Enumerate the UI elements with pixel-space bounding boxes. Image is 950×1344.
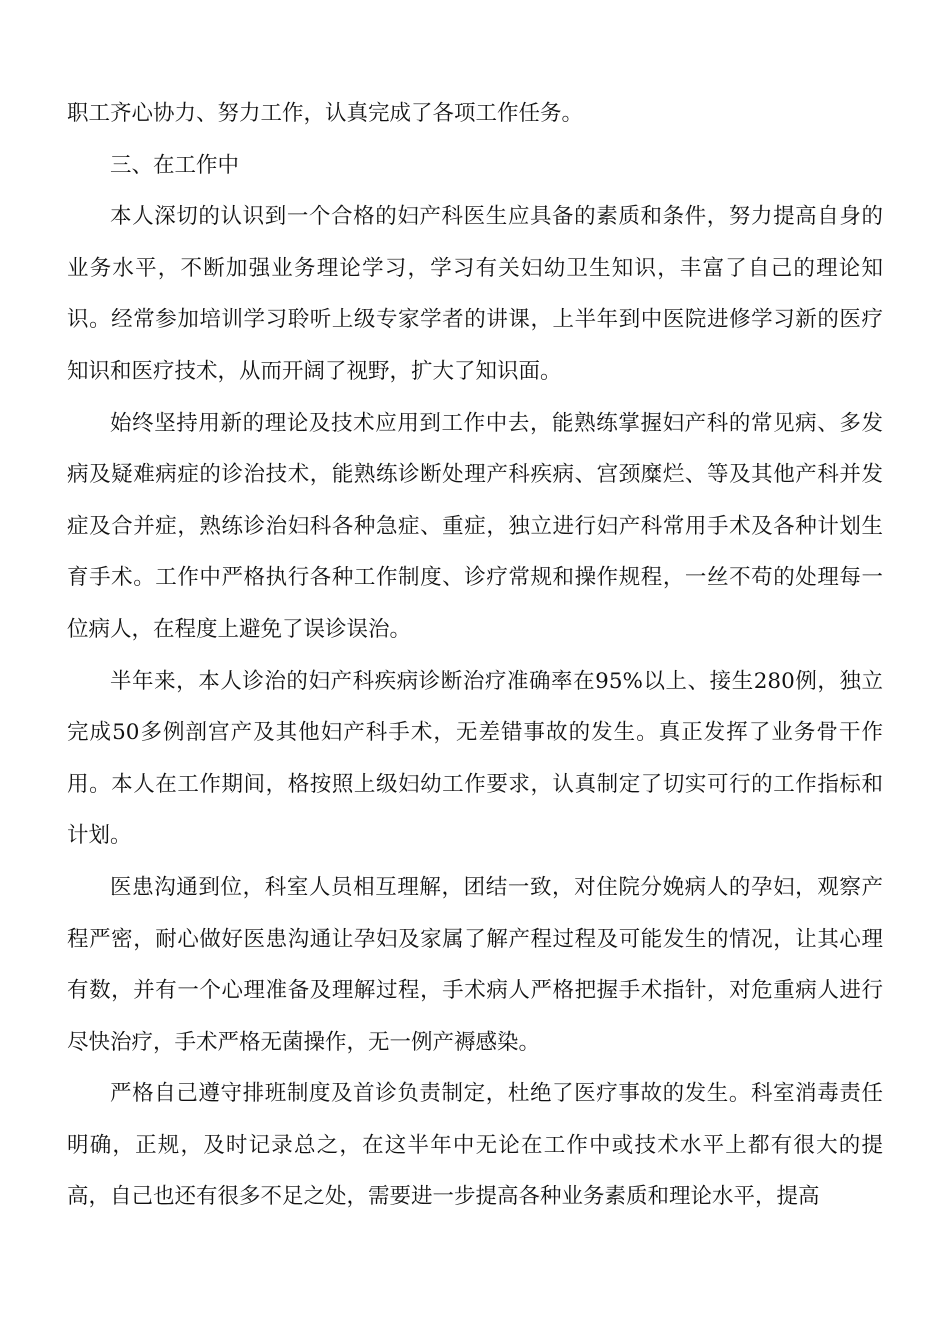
section-heading: 三、在工作中 [110,152,240,178]
paragraph-1: 职工齐心协力、努力工作，认真完成了各项工作任务。 [67,101,584,126]
paragraph-4: 始终坚持用新的理论及技术应用到工作中去，能熟练掌握妇产科的常见病、多发病及疑难病症的诊治技术，能熟练诊断处理产科疾病、宫颈糜烂、等及其他产科并发症及合并症，熟练诊治妇科各种急症、重症，独立进行妇产科常用手术及各种计划生育手术。工作中严格执行各种工作制度、诊疗常规和操作规程，一丝不苟的处理每一位病人，在程度上避免了误诊误治。 [67,410,883,642]
paragraph-6: 医患沟通到位，科室人员相互理解，团结一致，对住院分娩病人的孕妇，观察产程严密，耐心做好医患沟通让孕妇及家属了解产程过程及可能发生的情况，让其心理有数，并有一个心理准备及理解过程，手术病人严格把握手术指针，对危重病人进行尽快治疗，手术严格无菌操作，无一例产褥感染。 [67,874,883,1055]
paragraph-5: 半年来，本人诊治的妇产科疾病诊断治疗准确率在95%以上、接生280例，独立完成50多例剖宫产及其他妇产科手术，无差错事故的发生。真正发挥了业务骨干作用。本人在工作期间，格按照上级妇幼工作要求，认真制定了切实可行的工作指标和计划。 [67,668,883,849]
paragraph-7: 严格自己遵守排班制度及首诊负责制定，杜绝了医疗事故的发生。科室消毒责任明确，正规，及时记录总之，在这半年中无论在工作中或技术水平上都有很大的提高，自己也还有很多不足之处，需要进一步提高各种业务素质和理论水平，提高 [67,1081,883,1210]
paragraph-3: 本人深切的认识到一个合格的妇产科医生应具备的素质和条件，努力提高自身的业务水平，不断加强业务理论学习，学习有关妇幼卫生知识，丰富了自己的理论知识。经常参加培训学习聆听上级专家学者的讲课，上半年到中医院进修学习新的医疗知识和医疗技术，从而开阔了视野，扩大了知识面。 [67,204,883,384]
document-body [67,88,883,1223]
